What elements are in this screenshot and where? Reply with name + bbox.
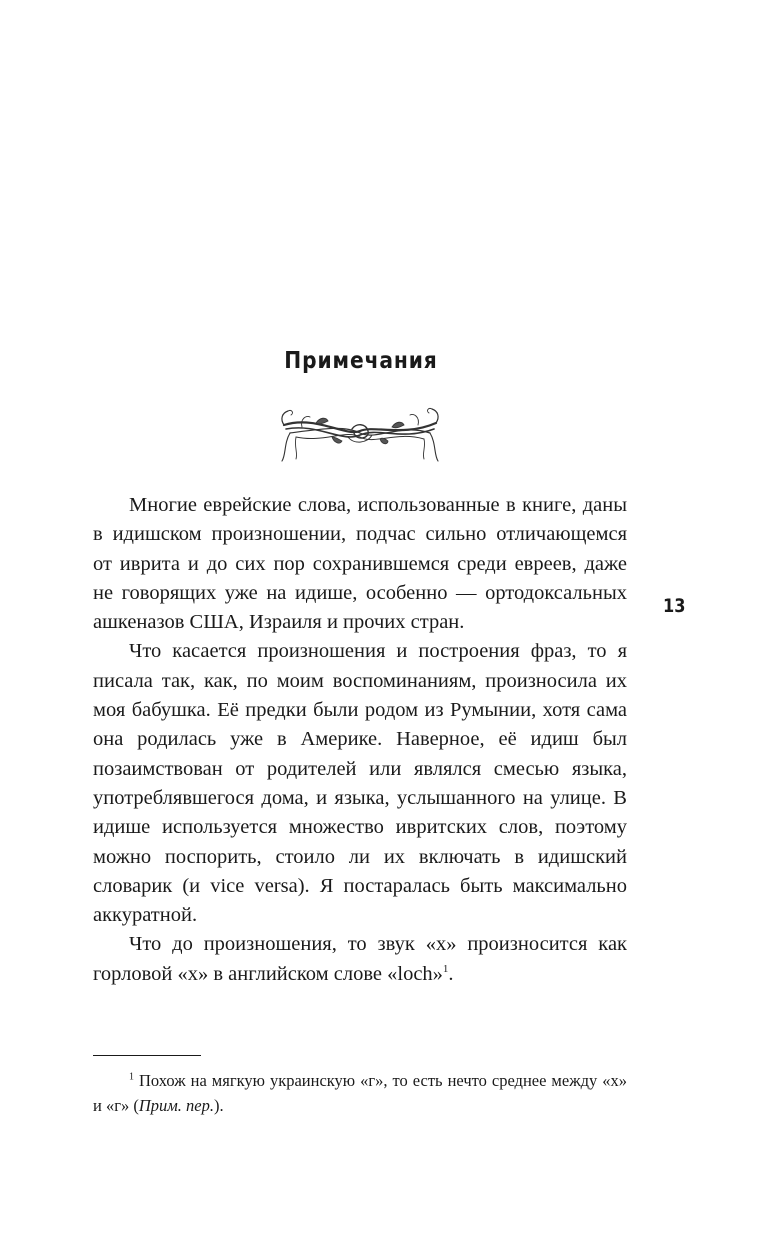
footnote-mark: 1 bbox=[129, 1071, 134, 1083]
footnote bbox=[93, 1068, 627, 1118]
main-text bbox=[93, 491, 627, 989]
page-number: 13 bbox=[663, 595, 686, 617]
paragraph-3-end: . bbox=[448, 962, 454, 985]
footnote-italic: Прим. пер. bbox=[138, 1096, 214, 1115]
paragraph-1: Многие еврейские слова, использованные в книге, даны в идишском произношении, подчас сильно отличающемся от иврита и до сих пор сохранившемся среди евреев, даже не говорящих уже на идише, особенно — ортодоксальных ашкеназов США, Израиля и прочих стран. bbox=[93, 494, 627, 634]
footnote-end: ). bbox=[214, 1096, 224, 1115]
footnote-divider bbox=[93, 1055, 201, 1056]
vine-ornament-icon bbox=[276, 403, 444, 465]
footnote-text bbox=[93, 1068, 627, 1118]
paragraph-2: Что касается произношения и построения фраз, то я писала так, как, по моим воспоминаниям, произносила их моя бабушка. Её предки были родом из Румынии, хотя сама она родилась уже в Америке. Наверное, её идиш был позаимствован от родителей или являлся смесью языка, употреблявшегося дома, и языка, услышанного на улице. В идише используется множество ивритских слов, поэтому можно поспорить, стоило ли их включать в идишский словарик (и vice versa). Я постаралась быть максимально аккуратной. bbox=[93, 640, 627, 927]
paragraph-3-text: Что до произношения, то звук «х» произносится как горловой «х» в английском слове «loch» bbox=[93, 933, 627, 985]
paragraph-3 bbox=[93, 930, 627, 989]
footnote-reference: 1 bbox=[442, 962, 449, 975]
page-title: Примечания bbox=[284, 348, 438, 374]
footnote-main: Похож на мягкую украинскую «г», то есть нечто среднее между «х» и «г» ( bbox=[93, 1071, 627, 1115]
